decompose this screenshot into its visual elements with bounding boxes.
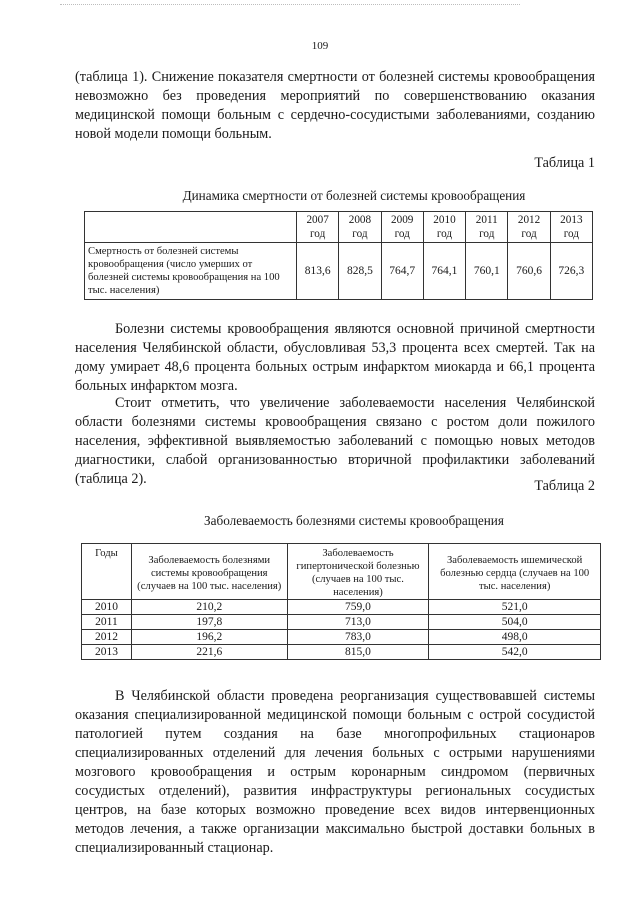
table2-header-cell: Годы: [82, 544, 132, 600]
table2-value-cell: 197,8: [131, 615, 287, 630]
table2-value-cell: 783,0: [287, 630, 429, 645]
table2-value-cell: 542,0: [429, 645, 601, 660]
table2-caption: Заболеваемость болезнями системы кровообращения: [204, 513, 504, 528]
table2-value-cell: 221,6: [131, 645, 287, 660]
table2-value-cell: 521,0: [429, 600, 601, 615]
table1-year-header: 2012 год: [508, 212, 550, 243]
paragraph-intro: (таблица 1). Снижение показателя смертности от болезней системы кровообращения невозможно без проведения мероприятий по совершенствованию оказания медицинской помощи больным с сердечно-сосудистыми заболеваниями, созданию новой модели помощи больным.: [75, 69, 595, 142]
table2-value-cell: 210,2: [131, 600, 287, 615]
table1-year-header: 2010 год: [423, 212, 465, 243]
table1-caption: Динамика смертности от болезней системы кровообращения: [182, 188, 526, 203]
paragraph-incidence: Стоит отметить, что увеличение заболеваемости населения Челябинской области болезнями системы кровообращения связано с ростом доли пожилого населения, эффективной выявляемостью заболеваний с помощью новых методов диагностики, слабой организованностью вторичной профилактики заболеваний (таблица 2).: [75, 395, 595, 487]
table2-header-cell: Заболеваемость гипертонической болезнью (случаев на 100 тыс. населения): [287, 544, 429, 600]
table1-value-cell: 760,6: [508, 243, 550, 300]
table2-header-cell: Заболеваемость ишемической болезнью сердца (случаев на 100 тыс. населения): [429, 544, 601, 600]
table2-year-cell: 2010: [82, 600, 132, 615]
table2-row: [82, 630, 601, 645]
table1-year-header: 2007 год: [297, 212, 339, 243]
table2-year-cell: 2012: [82, 630, 132, 645]
incidence-table: [81, 543, 601, 660]
mortality-table: [84, 211, 593, 300]
table1-value-cell: 764,7: [381, 243, 423, 300]
page-number: 109: [311, 40, 329, 52]
table1-row-label: Смертность от болезней системы кровообращения (число умерших от болезней системы кровообращения на 100 тыс. населения): [85, 243, 297, 300]
table1-data-row: [85, 243, 593, 300]
paragraph-causes: Болезни системы кровообращения являются основной причиной смертности населения Челябинской области, обусловливая 53,3 процента всех смертей. Так на дому умирает 48,6 процента больных острым инфарктом миокарда и 66,1 процента больных инфарктом мозга.: [75, 321, 595, 394]
table1-year-header: 2013 год: [550, 212, 592, 243]
table1-value-cell: 828,5: [339, 243, 381, 300]
table1-label: Таблица 1: [534, 155, 595, 171]
table2-row: [82, 600, 601, 615]
table2-row: [82, 645, 601, 660]
table1-corner-cell: [85, 212, 297, 243]
table2-header-cell: Заболеваемость болезнями системы кровообращения (случаев на 100 тыс. населения): [131, 544, 287, 600]
table1-year-header: 2008 год: [339, 212, 381, 243]
table2-value-cell: 498,0: [429, 630, 601, 645]
table2-year-cell: 2011: [82, 615, 132, 630]
scan-artifact-line: [60, 4, 520, 6]
table2-value-cell: 196,2: [131, 630, 287, 645]
table1-header-row: [85, 212, 593, 243]
table1-value-cell: 813,6: [297, 243, 339, 300]
table2-value-cell: 713,0: [287, 615, 429, 630]
table1-year-header: 2009 год: [381, 212, 423, 243]
table2-header-row: [82, 544, 601, 600]
table1-value-cell: 726,3: [550, 243, 592, 300]
table2-year-cell: 2013: [82, 645, 132, 660]
table1-value-cell: 764,1: [423, 243, 465, 300]
table1-year-header: 2011 год: [466, 212, 508, 243]
table2-row: [82, 615, 601, 630]
table2-label: Таблица 2: [534, 478, 595, 494]
paragraph-reorganization: В Челябинской области проведена реорганизация существовавшей системы оказания специализированной медицинской помощи больным с острой сосудистой патологией путем создания на базе многопрофильных стационаров специализированных отделений для лечения больных с острыми нарушениями мозгового кровообращения и острым коронарным синдромом (первичных сосудистых отделений), развития инфраструктуры региональных сосудистых центров, на базе которых возможно проведение всех видов интервенционных методов лечения, а также организации максимально быстрой доставки больных в специализированный стационар.: [75, 688, 595, 856]
table1-value-cell: 760,1: [466, 243, 508, 300]
table2-value-cell: 504,0: [429, 615, 601, 630]
table2-value-cell: 815,0: [287, 645, 429, 660]
table2-value-cell: 759,0: [287, 600, 429, 615]
